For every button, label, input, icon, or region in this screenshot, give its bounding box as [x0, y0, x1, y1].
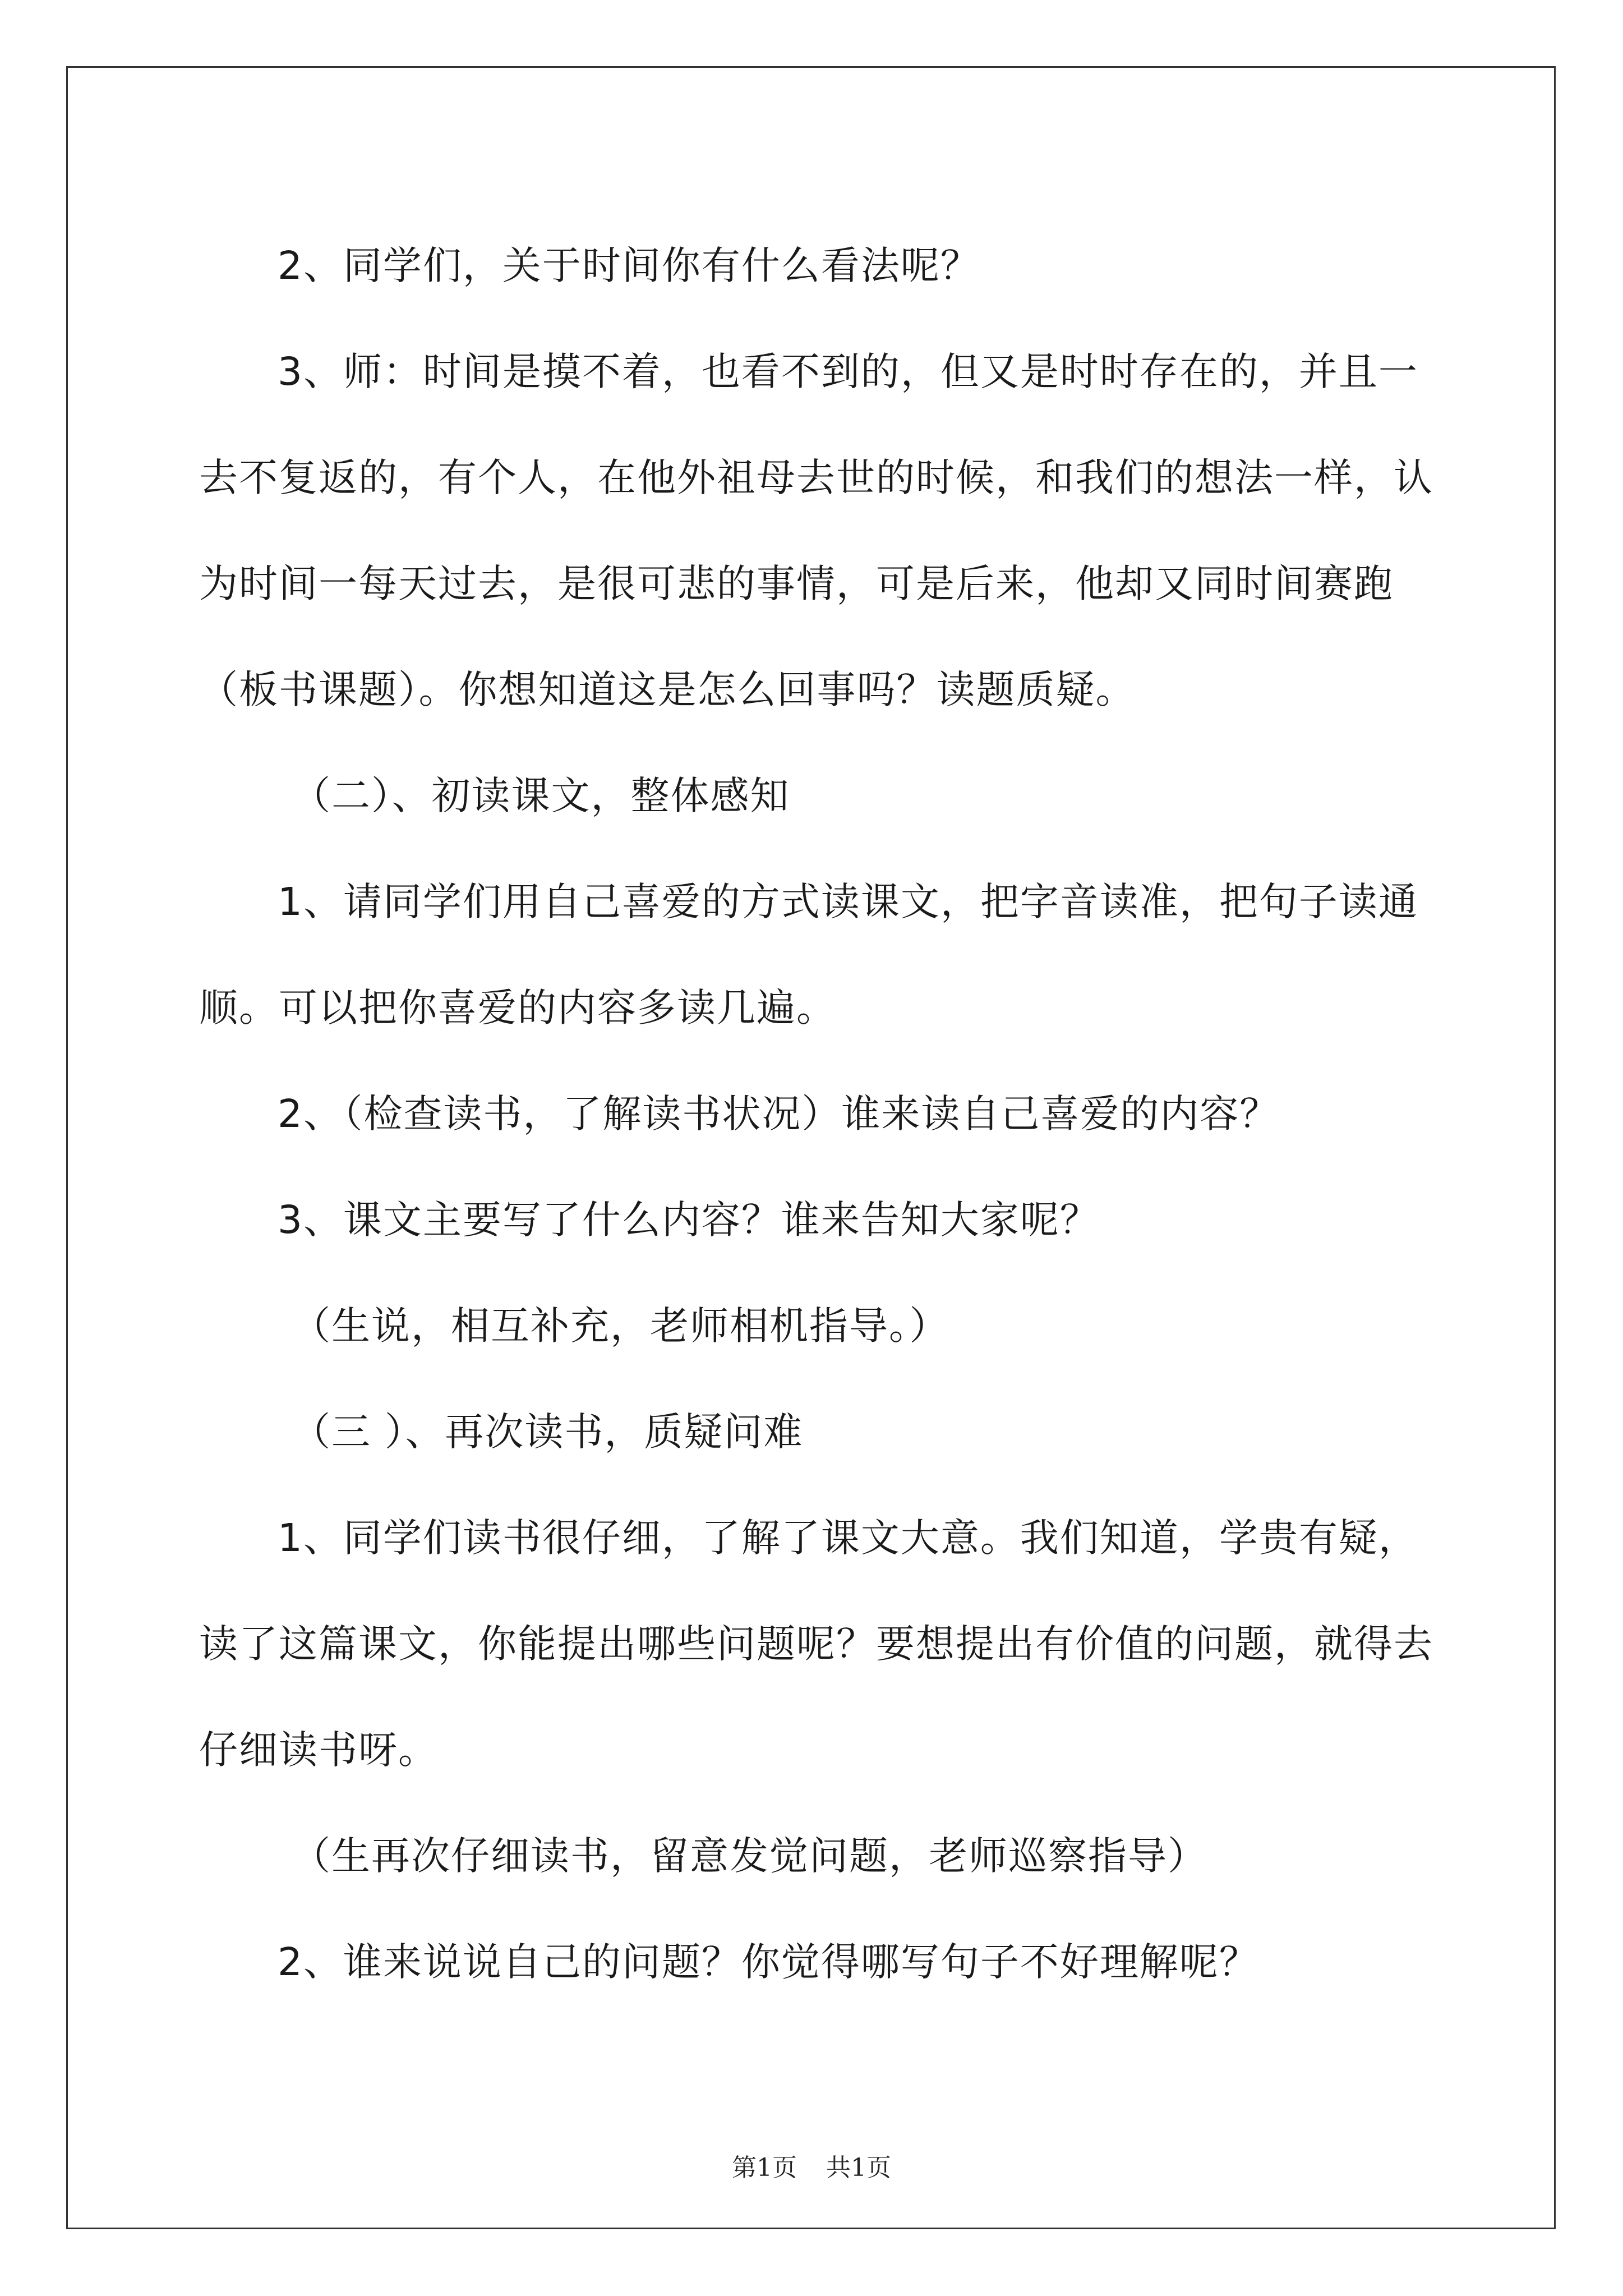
paragraph-raise-questions: 1、同学们读书很仔细，了解了课文大意。我们知道，学贵有疑，读了这篇课文，你能提出哪些问题呢？要想提出有价值的问题，就得去仔细读书呀。 — [199, 1516, 1433, 1773]
paragraph-teacher-intro: 3、师：时间是摸不着，也看不到的，但又是时时存在的，并且一去不复返的，有个人，在他外祖母去世的时候，和我们的想法一样，认为时间一每天过去，是很可悲的事情，可是后来，他却又同时间赛跑（板书课题）。你想知道这是怎么回事吗？读题质疑。 — [199, 349, 1433, 712]
paragraph-question-time-view: 2、同学们，关于时间你有什么看法呢？ — [278, 243, 980, 288]
document-body — [199, 213, 1444, 2016]
section-heading-question: （三 ）、再次读书，质疑问难 — [292, 1410, 804, 1455]
page-footer — [0, 2147, 1623, 2183]
paragraph-read-aloud: 1、请同学们用自己喜爱的方式读课文，把字音读准，把句子读通顺。可以把你喜爱的内容多读几遍。 — [199, 880, 1418, 1030]
paragraph-share-questions: 2、谁来说说自己的问题？你觉得哪写句子不好理解呢？ — [278, 1940, 1259, 1985]
section-heading-first-reading: （二）、初读课文，整体感知 — [292, 774, 790, 818]
paragraph-reread-note: （生再次仔细读书，留意发觉问题，老师巡察指导） — [292, 1834, 1207, 1879]
paragraph-main-content: 3、课文主要写了什么内容？谁来告知大家呢？ — [278, 1198, 1100, 1243]
paragraph-check-reading: 2、（检查读书，了解读书状况）谁来读自己喜爱的内容？ — [278, 1092, 1280, 1137]
paragraph-student-discussion: （生说，相互补充，老师相机指导。） — [292, 1304, 949, 1349]
page-number-total: 共1页 — [826, 2154, 891, 2182]
page-number-current: 第1页 — [732, 2154, 797, 2182]
